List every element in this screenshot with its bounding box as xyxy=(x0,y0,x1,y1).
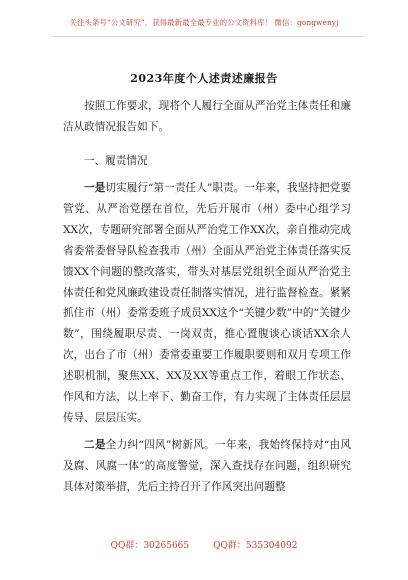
header-divider xyxy=(52,36,364,37)
document-title: 2023年度个人述责述廉报告 xyxy=(130,72,278,85)
header-promo-note: 关注头条号“公文研究”，获得最新最全最专业的公文资料库！ 微信：gongwenyj xyxy=(69,18,339,27)
footer-qq-group-2: QQ群：535304092 xyxy=(213,541,298,551)
paragraph-block-2 xyxy=(63,435,351,498)
footer-contact xyxy=(0,538,408,551)
intro-block xyxy=(63,96,351,138)
paragraph-1-text: 切实履行“第一责任人”职责。一年来，我坚持把党要管党、从严治党摆在首位，先后开展市（州）委中心组学习XX次，专题研究部署全面从严治党工作XX次，亲自推动完成省委常委督导队检查我市（州）全面从严治党主体责任落实反馈XX个问题的整改落实，带头对基层党组织全面从严治党主体责任和党风廉政建设责任制落实情况，进行监督检查。紧紧抓住市（州）委常委班子成员XX这个“关键少数”中的“关键少数”，围绕履职尽责、一岗双责，推心置腹谈心谈话XX余人次，出台了市（州）委常委重要工作履职要则和双月专项工作述职机制，聚焦XX、XX及XX等重点工作，着眼工作状态、作风和方法，以上率下、勤奋工作，有力实现了主体责任层层传导、层层压实。 xyxy=(63,182,351,424)
paragraph-2 xyxy=(63,435,351,498)
paragraph-1 xyxy=(63,178,351,429)
paragraph-1-lead: 一是 xyxy=(84,182,106,194)
paragraph-block-1 xyxy=(63,178,351,429)
paragraph-2-lead: 二是 xyxy=(84,439,106,451)
intro-paragraph: 按照工作要求，现将个人履行全面从严治党主体责任和廉洁从政情况报告如下。 xyxy=(63,100,351,133)
section-heading: 一、履责情况 xyxy=(84,155,148,167)
paragraph-2-text: 全力纠“四风”树新风。一年来，我始终保持对“由风及腐、风腐一体”的高度警觉，深入查找存在问题，组织研究具体对策举措，先后主持召开了作风突出问题整 xyxy=(63,439,352,493)
footer-qq-group-1: QQ群：30265665 xyxy=(110,541,190,551)
